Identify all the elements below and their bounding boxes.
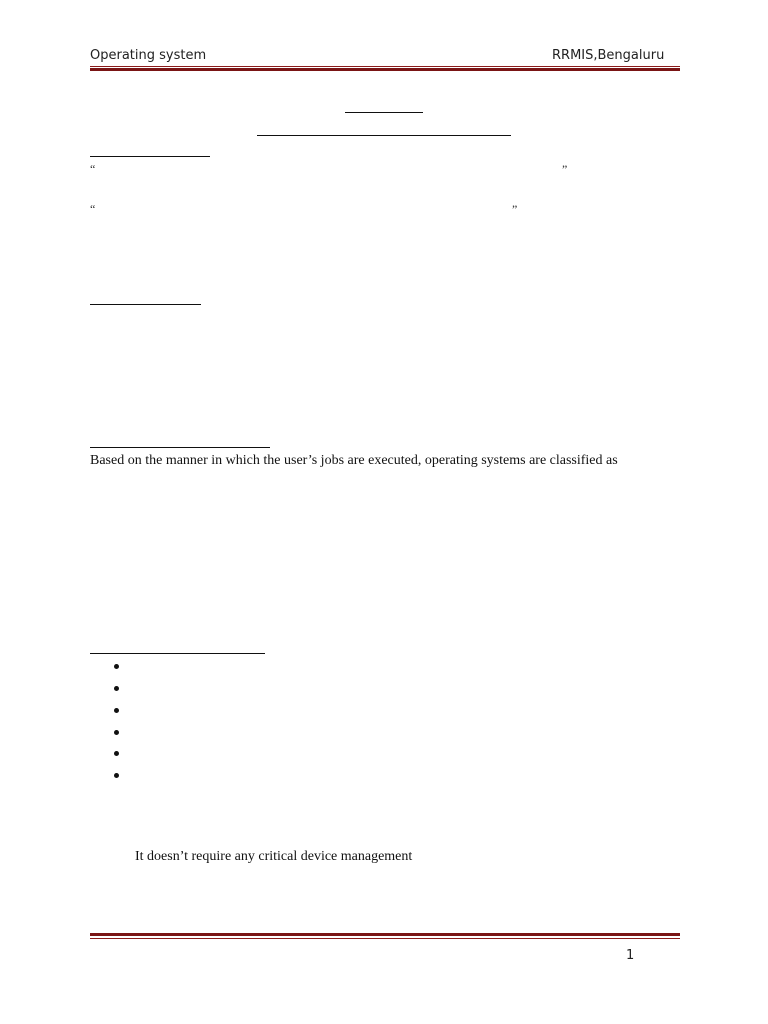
title-underline	[345, 112, 423, 113]
quote-close-1: ”	[562, 162, 568, 176]
section-heading-underline-2	[90, 304, 201, 305]
footer-rule-thin	[90, 938, 680, 939]
subtitle-underline	[257, 135, 511, 136]
device-management-sentence: It doesn’t require any critical device management	[135, 849, 413, 864]
quote-open-1: “	[90, 162, 96, 176]
section-heading-underline-3	[90, 447, 270, 448]
page-number: 1	[626, 948, 635, 963]
list-bullet	[114, 686, 119, 691]
header-rule-thick	[90, 68, 680, 71]
list-bullet	[114, 730, 119, 735]
header-institution: RRMIS,Bengaluru	[552, 48, 665, 63]
list-bullet	[114, 708, 119, 713]
quote-open-2: “	[90, 202, 96, 216]
list-bullet	[114, 664, 119, 669]
section-heading-underline-1	[90, 156, 210, 157]
list-bullet	[114, 773, 119, 778]
header-rule-thin	[90, 66, 680, 67]
footer-rule-thick	[90, 933, 680, 936]
section-heading-underline-4	[90, 653, 265, 654]
header-title: Operating system	[90, 48, 207, 63]
classification-sentence: Based on the manner in which the user’s jobs are executed, operating systems are classified as	[90, 453, 618, 468]
quote-close-2: ”	[512, 202, 518, 216]
list-bullet	[114, 751, 119, 756]
